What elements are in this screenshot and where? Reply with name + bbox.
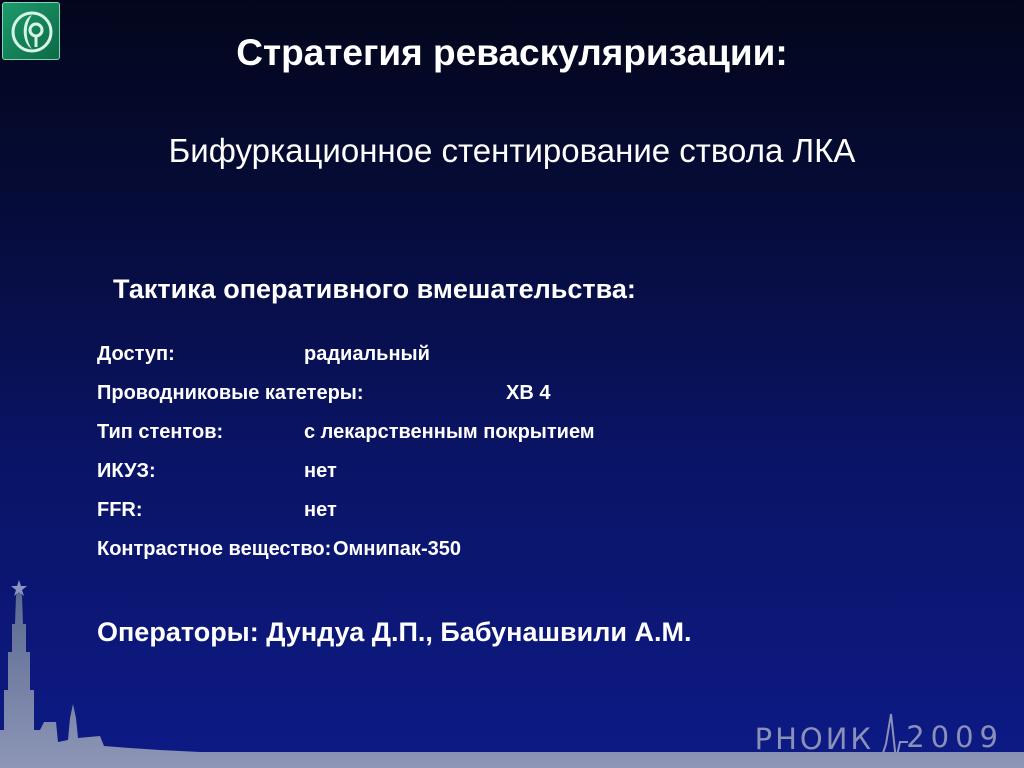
detail-value: радиальный bbox=[304, 343, 430, 365]
detail-value: с лекарственным покрытием bbox=[304, 421, 595, 443]
operators-line: Операторы: Дундуа Д.П., Бабунашвили А.М. bbox=[97, 617, 692, 647]
slide-subtitle: Бифуркационное стентирование ствола ЛКА bbox=[168, 132, 856, 169]
section-heading: Тактика оперативного вмешательства: bbox=[113, 274, 636, 304]
detail-label: Тип стентов: bbox=[97, 421, 224, 443]
detail-label: Проводниковые катетеры: bbox=[97, 382, 364, 404]
brand-year: 2009 bbox=[906, 720, 1004, 754]
detail-label: Контрастное вещество: bbox=[97, 538, 332, 560]
detail-label: Доступ: bbox=[97, 343, 175, 365]
detail-label: FFR: bbox=[97, 499, 143, 521]
brand-name: РНОИК bbox=[754, 722, 874, 756]
slide-title: Стратегия реваскуляризации: bbox=[236, 32, 788, 73]
detail-value: нет bbox=[304, 460, 337, 482]
detail-value: Омнипак-350 bbox=[333, 538, 461, 560]
detail-label: ИКУЗ: bbox=[97, 460, 156, 482]
detail-value: ХВ 4 bbox=[506, 382, 551, 404]
detail-value: нет bbox=[304, 499, 337, 521]
heartbeat-icon bbox=[872, 712, 908, 762]
